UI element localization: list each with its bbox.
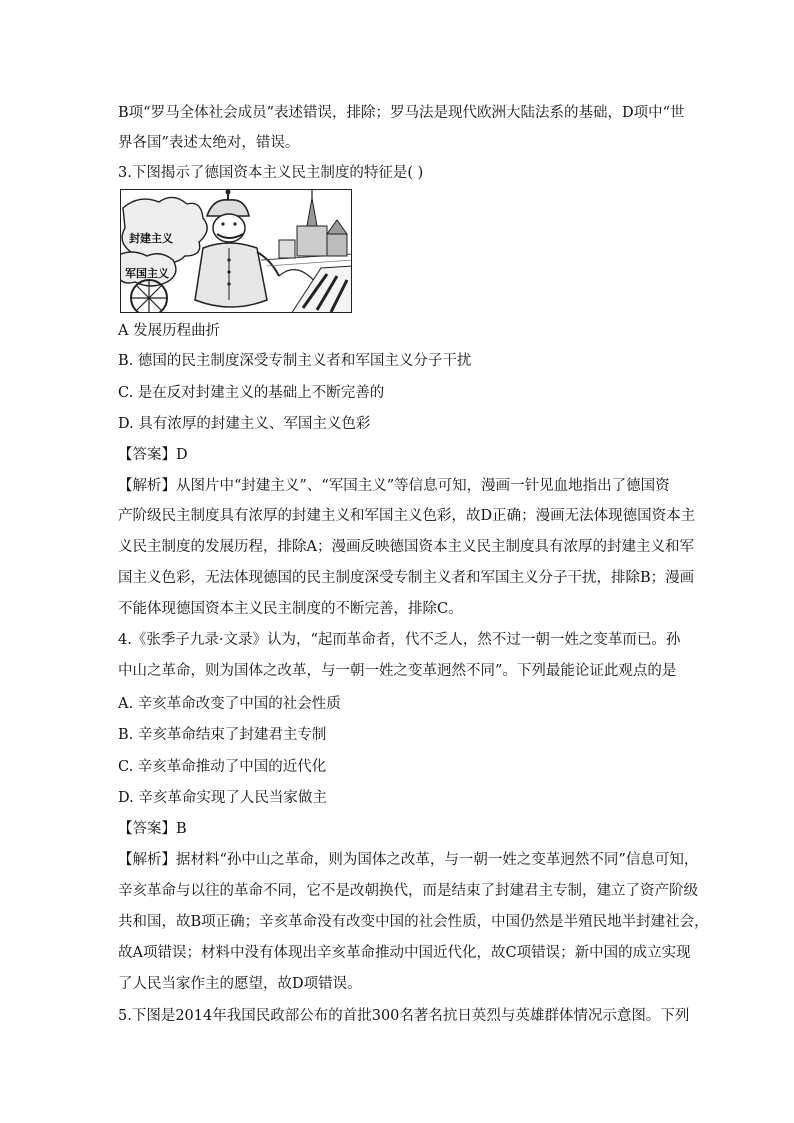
question-5-stem: 5.下图是2014年我国民政部公布的首批300名著名抗日英烈与英雄群体情况示意图。下列 (118, 1008, 690, 1024)
analysis-3-line-2: 产阶级民主制度具有浓厚的封建主义和军国主义色彩，故D正确；漫画无法体现德国资本主 (118, 508, 696, 524)
question-3-stem: 3.下图揭示了德国资本主义民主制度的特征是( ) (118, 165, 424, 181)
analysis-4-line-5: 了人民当家作主的愿望，故D项错误。 (118, 976, 362, 992)
question-4-stem-1: 4.《张季子九录·文录》认为，“起而革命者，代不乏人，然不过一朝一姓之变革而已。孙 (118, 632, 681, 648)
answer-3: 【答案】D (118, 447, 188, 463)
analysis-3-line-1: 【解析】从图片中“封建主义”、“军国主义”等信息可知，漫画一针见血地指出了德国资 (118, 478, 670, 494)
analysis-3-line-5: 不能体现德国资本主义民主制度的不断完善，排除C。 (118, 601, 463, 617)
option-4b: B. 辛亥革命结束了封建君主专制 (118, 727, 327, 743)
cartoon-drawing (121, 190, 352, 313)
analysis-4-line-4: 故A项错误；材料中没有体现出辛亥革命推动中国近代化，故C项错误；新中国的成立实现 (118, 945, 691, 961)
analysis-4-line-1: 【解析】据材料“孙中山之革命，则为国体之改革，与一朝一姓之变革迥然不同”信息可知， (118, 852, 699, 868)
text-line-1: B项“罗马全体社会成员”表述错误，排除；罗马法是现代欧洲大陆法系的基础，D项中“世 (118, 105, 685, 121)
option-4c: C. 辛亥革命推动了中国的近代化 (118, 759, 327, 775)
analysis-4-line-3: 共和国，故B项正确；辛亥革命没有改变中国的社会性质，中国仍然是半殖民地半封建社会， (118, 914, 709, 930)
option-d: D. 具有浓厚的封建主义、军国主义色彩 (118, 416, 371, 432)
text-line-2: 界各国”表述太绝对，错误。 (118, 135, 300, 151)
option-a: A 发展历程曲折 (118, 323, 221, 339)
question-4-stem-2: 中山之革命，则为国体之改革，与一朝一姓之变革迥然不同”。下列最能论证此观点的是 (118, 663, 677, 679)
analysis-3-line-3: 义民主制度的发展历程，排除A；漫画反映德国资本主义民主制度具有浓厚的封建主义和军 (118, 539, 694, 555)
analysis-3-line-4: 国主义色彩，无法体现德国的民主制度深受专制主义者和军国主义分子干扰，排除B；漫画 (118, 570, 695, 586)
option-b: B. 德国的民主制度深受专制主义者和军国主义分子干扰 (118, 353, 472, 369)
option-4a: A. 辛亥革命改变了中国的社会性质 (118, 696, 341, 712)
option-c: C. 是在反对封建主义的基础上不断完善的 (118, 385, 385, 401)
option-4d: D. 辛亥革命实现了人民当家做主 (118, 790, 327, 806)
answer-4: 【答案】B (118, 821, 187, 837)
cartoon-label-feudalism: 封建主义 (129, 232, 173, 245)
cartoon-image (120, 189, 352, 313)
analysis-4-line-2: 辛亥革命与以往的革命不同，它不是改朝换代，而是结束了封建君主专制，建立了资产阶级 (118, 883, 698, 899)
cartoon-label-militarism: 军国主义 (125, 267, 169, 280)
